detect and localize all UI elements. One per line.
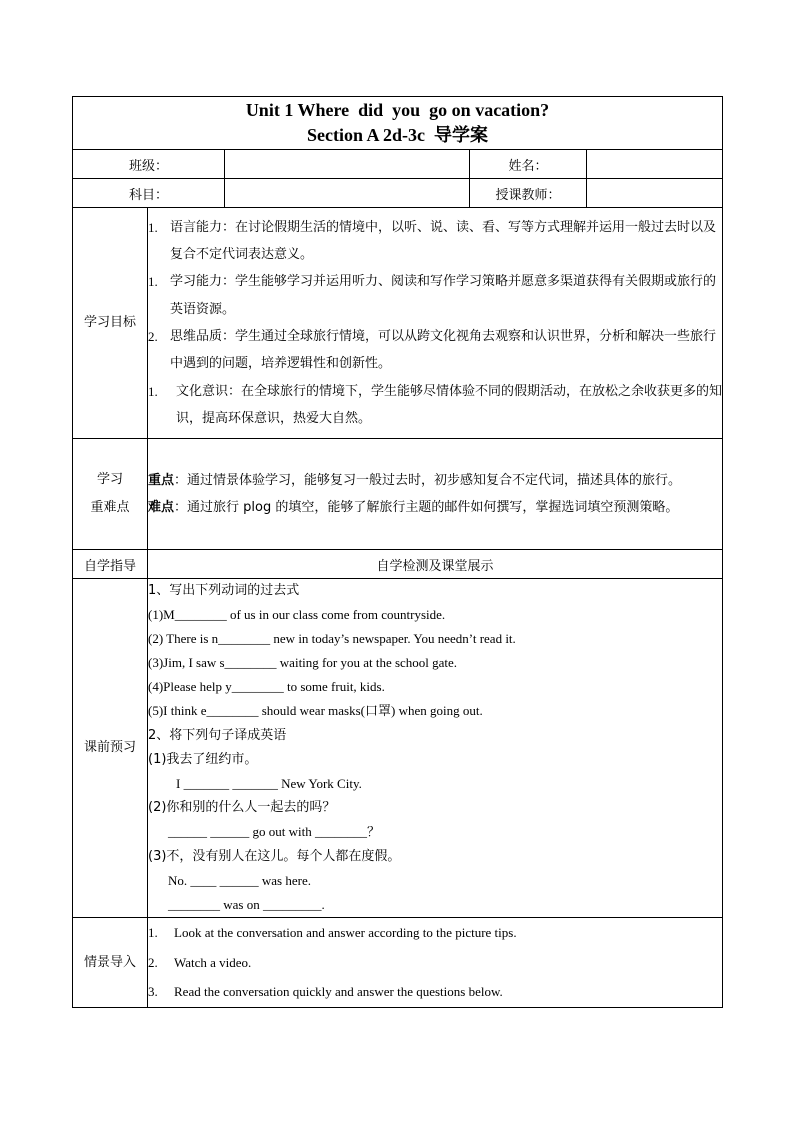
exercise-item: (2) There is n________ new in today’s newspaper. You needn’t read it. (148, 631, 516, 646)
scene-row (73, 918, 723, 1008)
scene-item-text: Read the conversation quickly and answer the questions below. (174, 984, 503, 1000)
scene-item (148, 918, 722, 948)
goal-item (148, 323, 722, 378)
exercise-item-text: ) when going out. (391, 703, 483, 718)
goal-number: 2. (148, 329, 158, 344)
key-point (148, 467, 722, 494)
class-name-row (73, 150, 723, 179)
goal-item (148, 268, 722, 323)
name-label: 姓名： (470, 150, 587, 179)
goal-item (148, 378, 722, 433)
class-label: 班级： (73, 150, 225, 179)
preview-row (73, 579, 723, 918)
exercise-item: (4)Please help y________ to some fruit, kids. (148, 679, 385, 694)
scene-item (148, 977, 722, 1007)
subject-label: 科目： (73, 179, 225, 208)
difficult-point-label: 难点 (148, 500, 175, 515)
exercise-item: (1)M________ of us in our class come from countryside. (148, 607, 446, 622)
exercise-item (148, 699, 722, 724)
key-points-label (73, 439, 148, 550)
goal-number: 1. (148, 383, 158, 399)
scene-label: 情景导入 (73, 918, 148, 1008)
key-points-label-line-2: 重难点 (90, 500, 130, 515)
key-point-text: ：通过情景体验学习，能够复习一般过去时，初步感知复合不定代词，描述具体的旅行。 (174, 472, 682, 488)
scene-item (148, 948, 722, 978)
scene-item-number: 2. (148, 954, 158, 970)
exercise-item-text: (5)I think e________ should wear masks( (148, 703, 365, 718)
exercise-item-cn: 口罩 (365, 704, 392, 719)
key-points-label-line-1: 学习 (96, 472, 123, 487)
translation-prompt: (3)不，没有别人在这儿。每个人都在度假。 (148, 849, 401, 864)
translation-answer-text: ______ ______ go out with ________ (168, 824, 367, 839)
exercise-heading: 1、写出下列动词的过去式 (148, 583, 300, 598)
guide-row (73, 550, 723, 579)
scene-item-number: 3. (148, 984, 158, 1000)
goal-text: 思维品质：学生通过全球旅行情境，可以从跨文化视角去观察和认识世界，分析和解决一些旅行中遇到的问题，培养逻辑性和创新性。 (170, 329, 717, 372)
key-points-content (148, 439, 723, 550)
translation-prompt: (1)我去了纽约市。 (148, 752, 258, 767)
exercise-heading: 2、将下列句子译成英语 (148, 728, 287, 743)
goals-label: 学习目标 (73, 208, 148, 439)
goal-text: 学习能力：学生能够学习并运用听力、阅读和写作学习策略并愿意多渠道获得有关假期或旅行的英语资源。 (170, 274, 717, 317)
title-row (73, 97, 723, 150)
key-point-label: 重点 (148, 472, 175, 488)
difficult-point (148, 494, 722, 521)
question-mark: ？ (366, 825, 380, 840)
page-title (73, 97, 723, 150)
scene-content (148, 918, 723, 1008)
worksheet-table (72, 96, 723, 1008)
translation-answer: I _______ _______ New York City. (176, 776, 362, 791)
teacher-field[interactable] (587, 179, 723, 208)
difficult-point-text: ：通过旅行 plog 的填空，能够了解旅行主题的邮件如何撰写，掌握选词填空预测策略。 (174, 500, 679, 515)
goals-content (148, 208, 723, 439)
translation-answer: No. ____ ______ was here. (168, 873, 311, 888)
guide-heading: 自学检测及课堂展示 (148, 550, 723, 579)
goals-row (73, 208, 723, 439)
goal-text: 文化意识：在全球旅行的情境下，学生能够尽情体验不同的假期活动，在放松之余收获更多的知识，提高环保意识，热爱大自然。 (176, 383, 723, 426)
translation-prompt: (2)你和别的什么人一起去的吗？ (148, 800, 336, 815)
scene-item-text: Watch a video. (174, 954, 252, 970)
key-points-row (73, 439, 723, 550)
subject-field[interactable] (225, 179, 470, 208)
goal-text: 语言能力：在讨论假期生活的情境中，以听、说、读、看、写等方式理解并运用一般过去时以及复合不定代词表达意义。 (170, 219, 717, 263)
name-field[interactable] (587, 150, 723, 179)
goal-number: 1. (148, 219, 158, 235)
title-line-2: Section A 2d-3c 导学案 (306, 125, 488, 145)
subject-teacher-row (73, 179, 723, 208)
scene-item-text: Look at the conversation and answer according to the picture tips. (174, 925, 517, 941)
goal-item (148, 214, 722, 269)
teacher-label: 授课教师： (470, 179, 587, 208)
title-line-1: Unit 1 Where did you go on vacation? (245, 100, 550, 120)
guide-label: 自学指导 (73, 550, 148, 579)
exercise-item: (3)Jim, I saw s________ waiting for you at the school gate. (148, 655, 458, 670)
translation-answer: ________ was on _________. (168, 897, 325, 912)
translation-answer (148, 820, 722, 845)
scene-item-number: 1. (148, 925, 158, 941)
preview-content (148, 579, 723, 918)
preview-label: 课前预习 (73, 579, 148, 918)
goal-number: 1. (148, 274, 158, 290)
class-field[interactable] (225, 150, 470, 179)
